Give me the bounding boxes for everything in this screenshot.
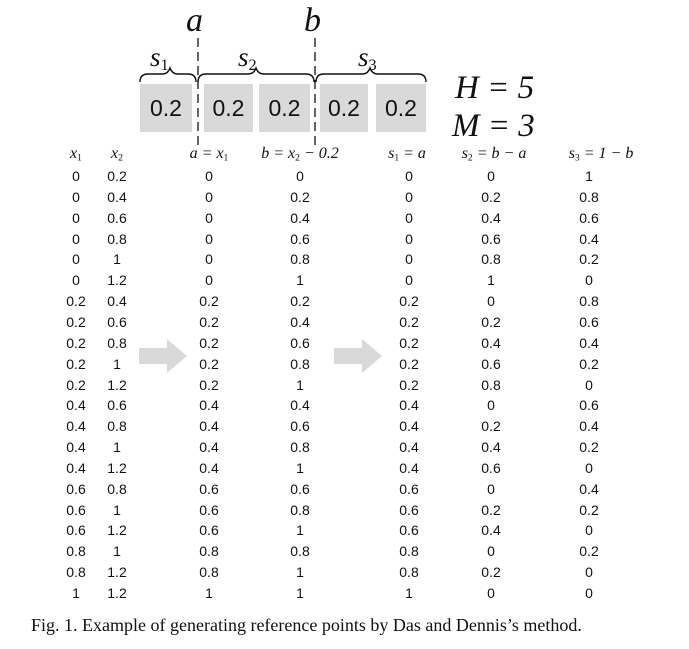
table-cell: 0 bbox=[205, 209, 213, 226]
table-cell: 0.2 bbox=[481, 418, 501, 435]
param-h: H = 5 bbox=[455, 70, 535, 106]
table-cell: 1 bbox=[487, 272, 495, 289]
table-cell: 0.2 bbox=[579, 251, 599, 268]
table-cell: 0.2 bbox=[579, 543, 599, 560]
table-cell: 0.2 bbox=[579, 439, 599, 456]
table-cell: 0 bbox=[205, 188, 213, 205]
table-cell: 0.4 bbox=[579, 480, 599, 497]
figure-caption: Fig. 1. Example of generating reference points by Das and Dennis’s method. bbox=[31, 615, 582, 635]
table-cell: 0.4 bbox=[579, 230, 599, 247]
table-cell: 0.6 bbox=[290, 480, 310, 497]
table-cell: 0.2 bbox=[199, 313, 219, 330]
table-cell: 1 bbox=[113, 355, 121, 372]
table-cell: 0 bbox=[405, 188, 413, 205]
table-cell: 0.2 bbox=[199, 355, 219, 372]
table-cell: 1 bbox=[72, 585, 80, 601]
brace-s1 bbox=[140, 68, 196, 82]
table-cell: 1.2 bbox=[107, 564, 127, 581]
table-cell: 0.6 bbox=[66, 480, 86, 497]
table-cell: 1 bbox=[405, 585, 413, 601]
header-x2: $x_2$ bbox=[111, 145, 123, 164]
table-cell: 0.6 bbox=[107, 313, 127, 330]
box-3: 0.2 bbox=[259, 84, 310, 132]
table-cell: 1 bbox=[296, 564, 304, 581]
table-cell: 0.4 bbox=[199, 418, 219, 435]
table-cell: 0.6 bbox=[66, 522, 86, 539]
table-cell: 0.8 bbox=[66, 564, 86, 581]
table-cell: 0.4 bbox=[399, 397, 419, 414]
table-cell: 0.4 bbox=[399, 418, 419, 435]
box-2: 0.2 bbox=[204, 84, 253, 132]
table-cell: 0 bbox=[585, 564, 593, 581]
table-cell: 0.6 bbox=[399, 501, 419, 518]
table-cell: 0.2 bbox=[481, 313, 501, 330]
table-cell: 0.6 bbox=[399, 480, 419, 497]
table-cell: 0 bbox=[487, 480, 495, 497]
brace-s3 bbox=[316, 68, 426, 82]
segment-label-s2: $s_2$ bbox=[238, 42, 257, 75]
table-cell: 0 bbox=[487, 585, 495, 601]
table-cell: 0.6 bbox=[199, 522, 219, 539]
table-cell: 0.8 bbox=[290, 251, 310, 268]
table-cell: 1.2 bbox=[107, 272, 127, 289]
table-cell: 0.4 bbox=[399, 459, 419, 476]
table-cell: 0.6 bbox=[481, 459, 501, 476]
table-cell: 1.2 bbox=[107, 585, 127, 601]
table-cell: 0.4 bbox=[199, 439, 219, 456]
table-cell: 0.2 bbox=[290, 293, 310, 310]
table-cell: 0.4 bbox=[579, 418, 599, 435]
table-cell: 1 bbox=[296, 459, 304, 476]
table-cell: 0.4 bbox=[399, 439, 419, 456]
table-cell: 0.2 bbox=[399, 376, 419, 393]
table-cell: 0 bbox=[405, 251, 413, 268]
table-cell: 0.8 bbox=[579, 293, 599, 310]
table-cell: 0.4 bbox=[66, 397, 86, 414]
table-cell: 0.8 bbox=[107, 230, 127, 247]
table-cell: 1 bbox=[296, 272, 304, 289]
header-b: $b = x_2 - 0.2$ bbox=[261, 145, 339, 164]
table-cell: 0.2 bbox=[66, 355, 86, 372]
table-cell: 0 bbox=[487, 397, 495, 414]
table-cell: 0.2 bbox=[481, 564, 501, 581]
table-cell: 0.6 bbox=[290, 418, 310, 435]
table-cell: 0.2 bbox=[399, 293, 419, 310]
table-cell: 0.8 bbox=[399, 564, 419, 581]
table-cell: 0 bbox=[585, 522, 593, 539]
table-cell: 0 bbox=[205, 272, 213, 289]
table-cell: 0.2 bbox=[579, 355, 599, 372]
table-cell: 0.4 bbox=[107, 293, 127, 310]
table-cell: 0.6 bbox=[66, 501, 86, 518]
table-cell: 0 bbox=[405, 209, 413, 226]
header-s2: $s_2 = b - a$ bbox=[461, 145, 527, 164]
table-cell: 0.6 bbox=[399, 522, 419, 539]
table-cell: 0.6 bbox=[199, 480, 219, 497]
table-cell: 0.2 bbox=[399, 355, 419, 372]
table-cell: 0.6 bbox=[290, 334, 310, 351]
table-cell: 1 bbox=[113, 439, 121, 456]
box-4: 0.2 bbox=[320, 84, 368, 132]
table-cell: 1 bbox=[296, 376, 304, 393]
table-cell: 0.8 bbox=[66, 543, 86, 560]
table-cell: 0.8 bbox=[290, 543, 310, 560]
table-cell: 0.4 bbox=[481, 209, 501, 226]
table-cell: 1 bbox=[296, 585, 304, 601]
table-cell: 0.8 bbox=[107, 334, 127, 351]
table-cell: 1 bbox=[113, 543, 121, 560]
table-cell: 0.8 bbox=[199, 543, 219, 560]
table-cell: 0.4 bbox=[481, 522, 501, 539]
label-b: b bbox=[304, 2, 321, 39]
table-cell: 0.4 bbox=[66, 418, 86, 435]
table-cell: 0.8 bbox=[199, 564, 219, 581]
header-a: $a = x_1$ bbox=[189, 145, 229, 164]
table-cell: 0 bbox=[405, 168, 413, 184]
table-cell: 0.2 bbox=[199, 293, 219, 310]
table-cell: 0.2 bbox=[399, 334, 419, 351]
table-cell: 0.6 bbox=[107, 209, 127, 226]
table-cell: 1 bbox=[113, 501, 121, 518]
header-x1: $x_1$ bbox=[70, 145, 82, 164]
table-cell: 0.6 bbox=[199, 501, 219, 518]
table-cell: 0.2 bbox=[199, 334, 219, 351]
table-cell: 1.2 bbox=[107, 459, 127, 476]
table-cell: 0.4 bbox=[290, 397, 310, 414]
table-cell: 0.4 bbox=[290, 313, 310, 330]
table-cell: 0.2 bbox=[66, 293, 86, 310]
table-cell: 0.6 bbox=[107, 397, 127, 414]
table-cell: 0.8 bbox=[290, 501, 310, 518]
table-cell: 0 bbox=[72, 188, 80, 205]
box-5: 0.2 bbox=[376, 84, 426, 132]
arrow-right-icon bbox=[139, 339, 189, 373]
table-cell: 0.6 bbox=[481, 230, 501, 247]
table-cell: 0 bbox=[205, 230, 213, 247]
table-cell: 0 bbox=[72, 251, 80, 268]
table-cell: 0.6 bbox=[579, 209, 599, 226]
table-cell: 0 bbox=[72, 272, 80, 289]
table-cell: 0.4 bbox=[481, 439, 501, 456]
table-cell: 0.2 bbox=[66, 334, 86, 351]
header-s1: $s_1 = a$ bbox=[388, 145, 426, 164]
table-cell: 0 bbox=[72, 168, 80, 184]
table-cell: 0.2 bbox=[66, 313, 86, 330]
brace-s2 bbox=[198, 68, 314, 82]
table-cell: 1 bbox=[113, 251, 121, 268]
segment-label-s1: $s_1$ bbox=[150, 42, 169, 75]
table-cell: 0.4 bbox=[107, 188, 127, 205]
table-cell: 0 bbox=[585, 272, 593, 289]
table-cell: 0.2 bbox=[579, 501, 599, 518]
param-m: M = 3 bbox=[452, 108, 535, 144]
table-cell: 0.8 bbox=[107, 480, 127, 497]
table-cell: 0 bbox=[72, 209, 80, 226]
table-cell: 0.6 bbox=[481, 355, 501, 372]
box-1: 0.2 bbox=[140, 84, 192, 132]
table-cell: 0 bbox=[405, 272, 413, 289]
table-cell: 0.8 bbox=[579, 188, 599, 205]
table-cell: 0 bbox=[585, 376, 593, 393]
table-cell: 0.2 bbox=[66, 376, 86, 393]
table-cell: 1 bbox=[296, 522, 304, 539]
table-cell: 0.8 bbox=[481, 251, 501, 268]
table-cell: 1.2 bbox=[107, 522, 127, 539]
table-cell: 0 bbox=[296, 168, 304, 184]
table-cell: 1 bbox=[585, 168, 593, 184]
table-cell: 0.2 bbox=[107, 168, 127, 184]
table-cell: 0 bbox=[487, 293, 495, 310]
table-cell: 0.6 bbox=[579, 397, 599, 414]
table-cell: 0.4 bbox=[199, 397, 219, 414]
table-cell: 0 bbox=[72, 230, 80, 247]
table-cell: 0.2 bbox=[481, 188, 501, 205]
table-cell: 0 bbox=[487, 168, 495, 184]
table-cell: 0.6 bbox=[290, 230, 310, 247]
table-cell: 0.4 bbox=[579, 334, 599, 351]
table-cell: 1.2 bbox=[107, 376, 127, 393]
table-cell: 0 bbox=[405, 230, 413, 247]
table-cell: 0.2 bbox=[199, 376, 219, 393]
table-cell: 0.8 bbox=[481, 376, 501, 393]
table-cell: 0.4 bbox=[199, 459, 219, 476]
table-cell: 0.4 bbox=[481, 334, 501, 351]
arrow-right-icon bbox=[334, 339, 384, 373]
table-cell: 0.8 bbox=[107, 418, 127, 435]
table-cell: 0 bbox=[487, 543, 495, 560]
table-cell: 0.8 bbox=[399, 543, 419, 560]
table-cell: 0.4 bbox=[66, 459, 86, 476]
table-cell: 0.2 bbox=[290, 188, 310, 205]
table-cell: 0 bbox=[205, 168, 213, 184]
table-cell: 0.4 bbox=[290, 209, 310, 226]
table-cell: 0.6 bbox=[579, 313, 599, 330]
label-a: a bbox=[186, 2, 203, 39]
table-cell: 0.4 bbox=[66, 439, 86, 456]
table-cell: 0 bbox=[585, 585, 593, 601]
table-cell: 0.2 bbox=[399, 313, 419, 330]
table-cell: 0.8 bbox=[290, 355, 310, 372]
table-cell: 0.8 bbox=[290, 439, 310, 456]
table-cell: 0 bbox=[585, 459, 593, 476]
table-cell: 0 bbox=[205, 251, 213, 268]
header-s3: $s_3 = 1 - b$ bbox=[568, 145, 634, 164]
table-cell: 1 bbox=[205, 585, 213, 601]
segment-label-s3: $s_3$ bbox=[358, 42, 377, 75]
table-cell: 0.2 bbox=[481, 501, 501, 518]
